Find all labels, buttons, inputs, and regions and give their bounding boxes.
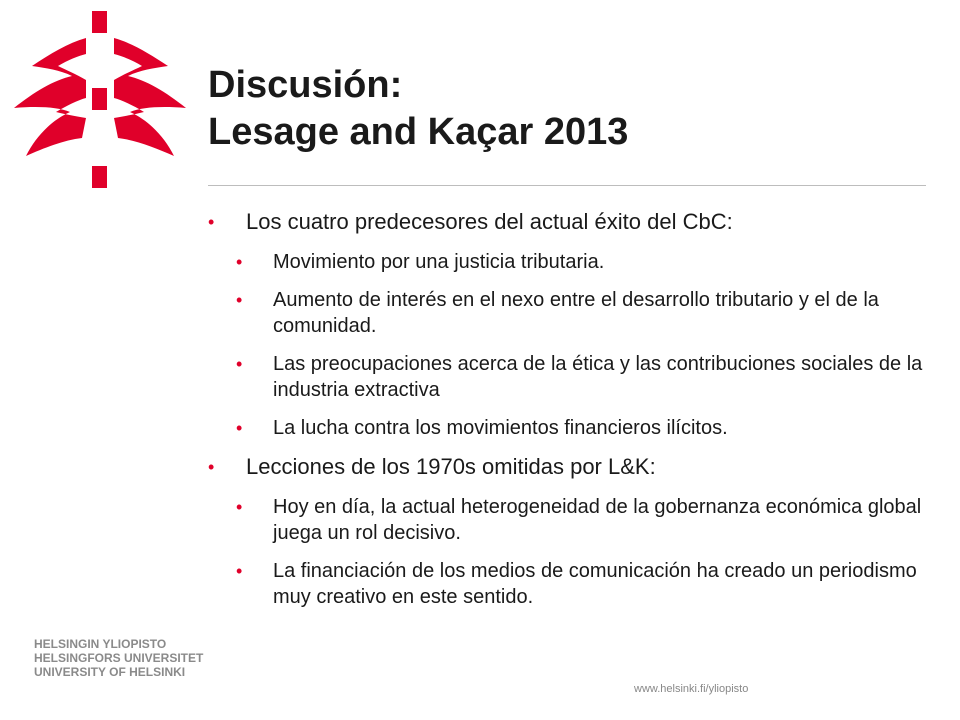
title-line-2: Lesage and Kaçar 2013 xyxy=(208,111,629,153)
page-title xyxy=(208,62,628,156)
sub-list-item xyxy=(208,249,928,275)
title-line-1: Discusión: xyxy=(208,64,403,106)
bullet-icon: • xyxy=(208,212,215,232)
bullet-icon: • xyxy=(236,497,243,517)
bullet-icon: • xyxy=(236,561,243,581)
list-item xyxy=(208,208,928,236)
footer-url: www.helsinki.fi/yliopisto xyxy=(634,683,749,695)
bullet-list xyxy=(208,208,928,622)
list-item-text: Hoy en día, la actual heterogeneidad de la gobernanza económica global juega un rol decisivo. xyxy=(273,496,922,544)
list-item-text: Los cuatro predecesores del actual éxito del CbC: xyxy=(246,209,733,234)
sub-list-item xyxy=(208,287,928,339)
list-item-text: La financiación de los medios de comunicación ha creado un periodismo muy creativo en este sentido. xyxy=(273,560,917,608)
list-item xyxy=(208,453,928,481)
bullet-icon: • xyxy=(236,252,243,272)
university-name-fi: HELSINGIN YLIOPISTO xyxy=(34,637,167,651)
title-divider xyxy=(208,185,926,186)
list-item-text: Aumento de interés en el nexo entre el desarrollo tributario y el de la comunidad. xyxy=(273,289,879,337)
university-wordmark xyxy=(34,637,203,679)
list-item-text: Lecciones de los 1970s omitidas por L&K: xyxy=(246,454,656,479)
sub-list-item xyxy=(208,351,928,403)
bullet-icon: • xyxy=(236,418,243,438)
helsinki-flame-logo-icon xyxy=(8,8,198,193)
university-name-en: UNIVERSITY OF HELSINKI xyxy=(34,665,186,679)
university-name-sv: HELSINGFORS UNIVERSITET xyxy=(34,651,204,665)
sub-list-item xyxy=(208,415,928,441)
list-item-text: La lucha contra los movimientos financieros ilícitos. xyxy=(273,417,728,439)
sub-list-item xyxy=(208,494,928,546)
bullet-icon: • xyxy=(236,290,243,310)
bullet-icon: • xyxy=(236,354,243,374)
bullet-icon: • xyxy=(208,457,215,477)
list-item-text: Las preocupaciones acerca de la ética y las contribuciones sociales de la industria extractiva xyxy=(273,353,923,401)
list-item-text: Movimiento por una justicia tributaria. xyxy=(273,251,605,273)
sub-list-item xyxy=(208,558,928,610)
